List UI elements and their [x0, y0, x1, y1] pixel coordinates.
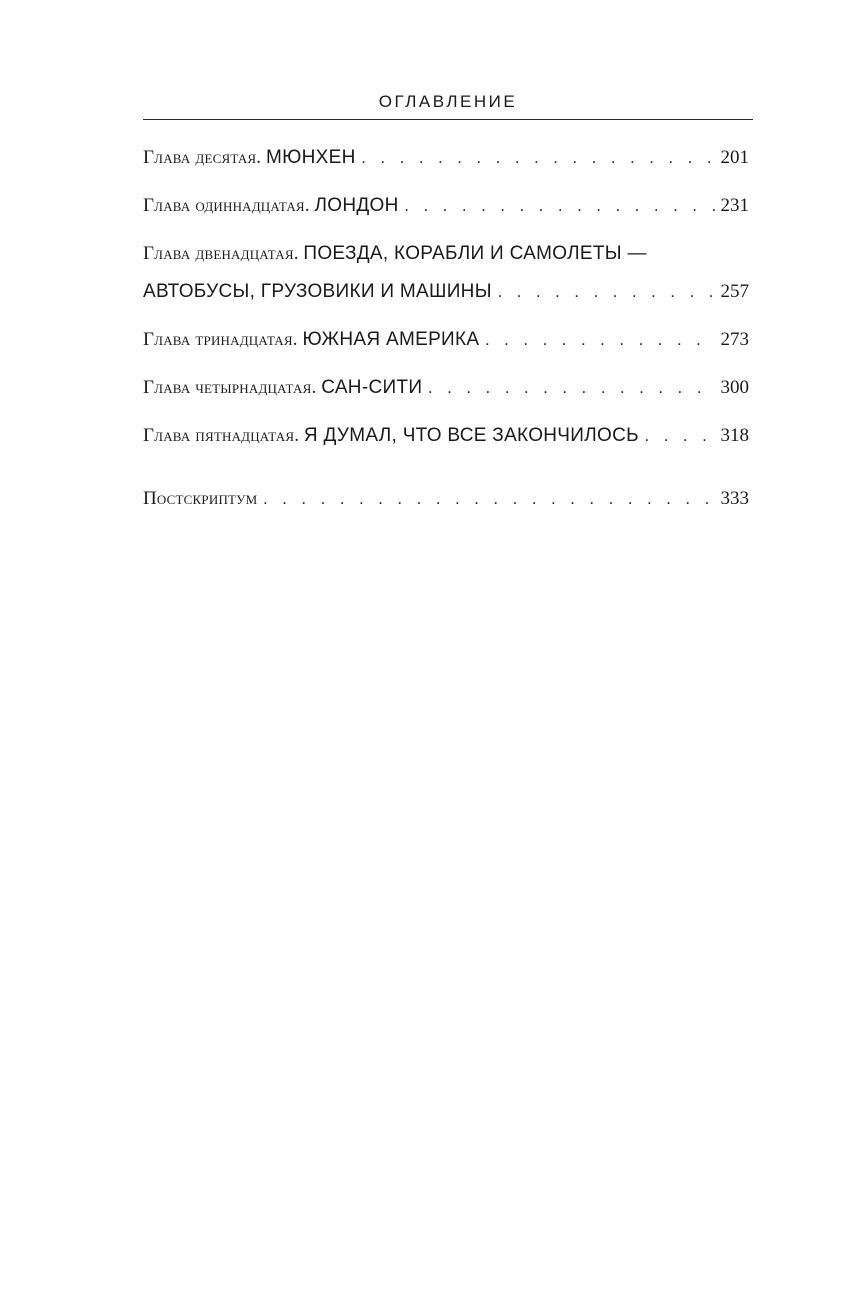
toc-chapter-name-continued: АВТОБУСЫ, ГРУЗОВИКИ И МАШИНЫ [143, 281, 492, 302]
table-of-contents [143, 146, 749, 535]
toc-chapter-name: САН-СИТИ [321, 377, 423, 398]
toc-chapter-name: ЮЖНАЯ АМЕРИКА [302, 329, 480, 350]
toc-entry-chapter-10[interactable] [143, 146, 749, 171]
toc-chapter-label: Постскриптум [143, 488, 258, 509]
toc-dot-leader [362, 147, 717, 171]
page-header [143, 88, 753, 120]
toc-entry-chapter-12[interactable] [143, 242, 749, 305]
toc-chapter-label: Глава одиннадцатая. [143, 195, 310, 216]
toc-chapter-name: ЛОНДОН [314, 195, 399, 216]
toc-line [143, 242, 749, 266]
toc-dot-leader [263, 488, 716, 512]
toc-dot-leader [498, 281, 717, 305]
toc-chapter-label: Глава пятнадцатая. [143, 425, 300, 446]
toc-entry-chapter-15[interactable] [143, 424, 749, 449]
toc-entry-chapter-13[interactable] [143, 328, 749, 353]
toc-entry-chapter-14[interactable] [143, 376, 749, 401]
toc-chapter-label: Глава тринадцатая. [143, 329, 298, 350]
toc-chapter-label: Глава десятая. [143, 147, 262, 168]
toc-chapter-label: Глава двенадцатая. [143, 243, 299, 264]
toc-line [143, 280, 749, 305]
toc-chapter-name: Я ДУМАЛ, ЧТО ВСЕ ЗАКОНЧИЛОСЬ [303, 425, 639, 446]
toc-entry-postscript[interactable] [143, 487, 749, 512]
toc-dot-leader [428, 377, 716, 401]
toc-page-number: 333 [720, 488, 749, 509]
toc-dot-leader [405, 195, 717, 219]
toc-chapter-name: МЮНХЕН [265, 147, 356, 168]
toc-page-number: 273 [720, 329, 749, 350]
toc-line [143, 194, 749, 219]
toc-entry-chapter-11[interactable] [143, 194, 749, 219]
toc-dot-leader [485, 329, 716, 353]
toc-chapter-label: Глава четырнадцатая. [143, 377, 317, 398]
toc-line [143, 328, 749, 353]
page-title: ОГЛАВЛЕНИЕ [378, 92, 518, 111]
toc-page-number: 201 [720, 147, 749, 168]
toc-line [143, 487, 749, 512]
toc-page-number: 231 [720, 195, 749, 216]
toc-page-number: 257 [720, 281, 749, 302]
toc-chapter-name: ПОЕЗДА, КОРАБЛИ И САМОЛЕТЫ — [303, 243, 647, 264]
toc-line [143, 146, 749, 171]
toc-line [143, 376, 749, 401]
toc-page-number: 318 [720, 425, 749, 446]
toc-dot-leader [645, 425, 717, 449]
toc-line [143, 424, 749, 449]
toc-page-number: 300 [720, 377, 749, 398]
